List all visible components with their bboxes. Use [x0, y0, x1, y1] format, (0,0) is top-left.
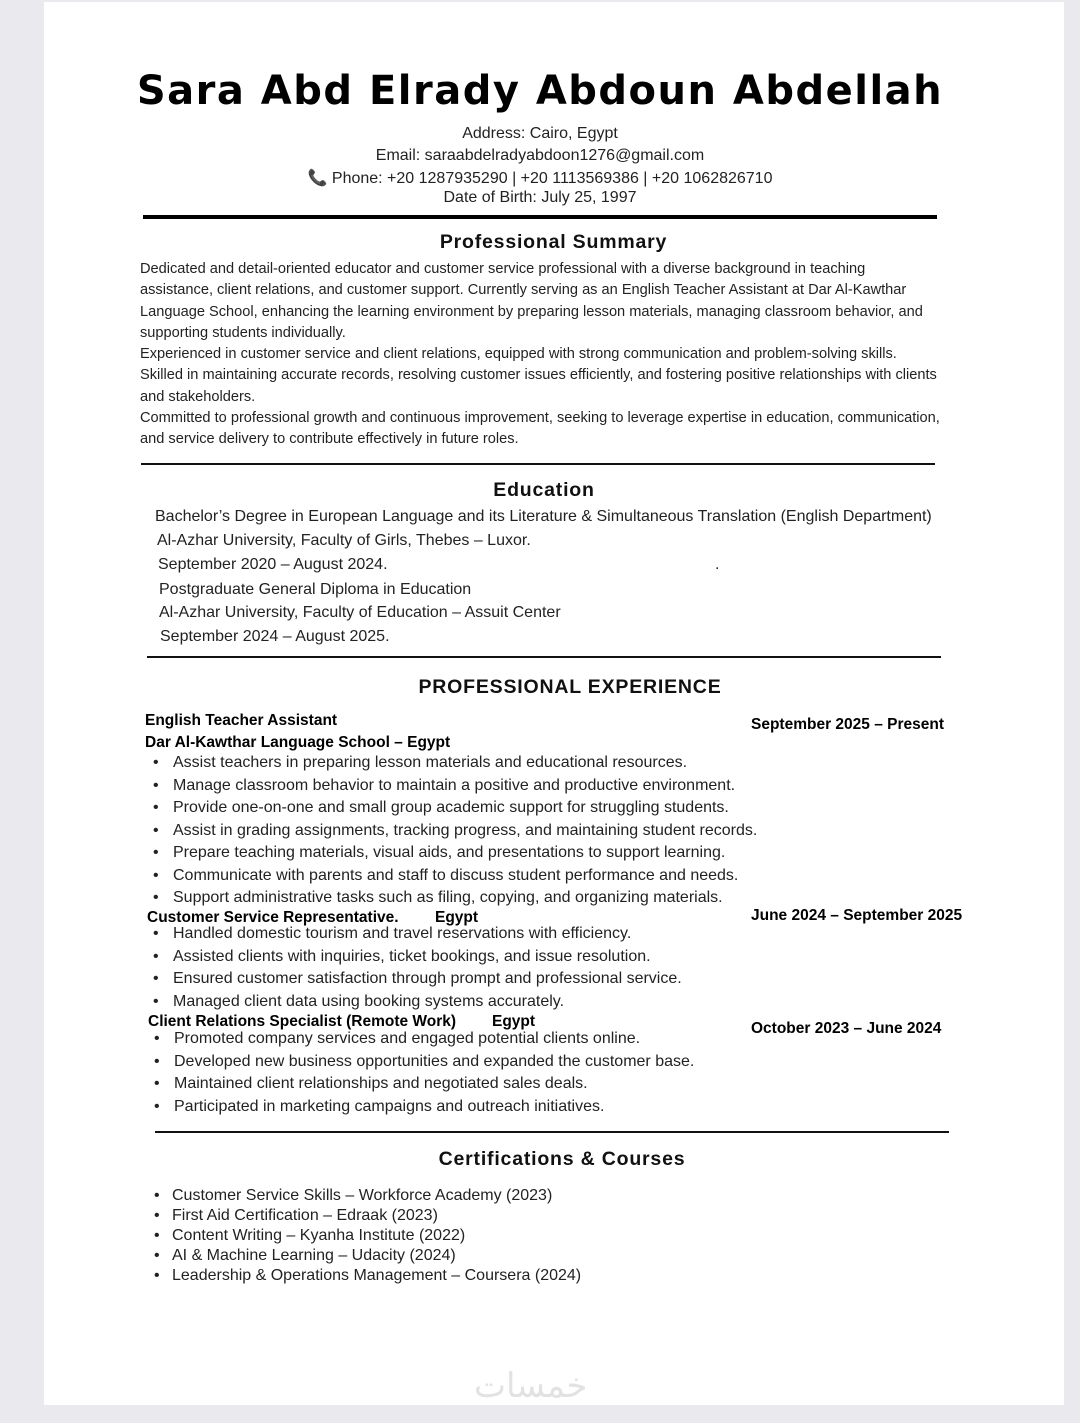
- job-location: Egypt: [435, 909, 479, 926]
- education-heading: Education: [493, 479, 595, 501]
- education-institution: Al-Azhar University, Faculty of Girls, Thebes – Luxor.: [157, 532, 531, 549]
- job-bullet: • Promoted company services and engaged potential clients online.: [174, 1030, 640, 1048]
- job-bullet: • Developed new business opportunities and expanded the customer base.: [174, 1053, 694, 1071]
- certification-item: • Customer Service Skills – Workforce Academy (2023): [172, 1187, 552, 1205]
- certification-item: • Leadership & Operations Management – Coursera (2024): [172, 1267, 581, 1285]
- job-bullet: • Provide one-on-one and small group academic support for struggling students.: [173, 799, 729, 817]
- summary-paragraph: Committed to professional growth and continuous improvement, seeking to leverage expertise in education, communication, and service delivery to contribute effectively in future roles.: [140, 410, 940, 448]
- header-divider: [143, 215, 937, 219]
- khamsat-watermark-logo: خمسات: [474, 1366, 588, 1406]
- job-dates: June 2024 – September 2025: [751, 907, 963, 924]
- job-bullet: • Prepare teaching materials, visual aids, and presentations to support learning.: [173, 844, 725, 862]
- job-bullet: • Support administrative tasks such as filing, copying, and organizing materials.: [173, 889, 723, 907]
- divider: [155, 1131, 949, 1133]
- phone-icon: 📞: [307, 170, 328, 187]
- certification-item: • Content Writing – Kyanha Institute (2022): [172, 1227, 465, 1245]
- job-title: English Teacher Assistant: [145, 712, 338, 729]
- job-bullet: • Assisted clients with inquiries, ticket bookings, and issue resolution.: [173, 948, 651, 966]
- education-dates: September 2024 – August 2025.: [160, 628, 390, 645]
- education-dates: September 2020 – August 2024.: [158, 556, 388, 573]
- job-bullet: • Maintained client relationships and negotiated sales deals.: [174, 1075, 588, 1093]
- summary-text: [140, 259, 940, 451]
- date-of-birth: Date of Birth: July 25, 1997: [443, 189, 637, 206]
- phone-line: [0, 168, 1080, 188]
- candidate-name: Sara Abd Elrady Abdoun Abdellah: [136, 68, 944, 114]
- job-organization: Dar Al-Kawthar Language School – Egypt: [145, 734, 451, 751]
- experience-heading: PROFESSIONAL EXPERIENCE: [418, 676, 722, 698]
- certifications-heading: Certifications & Courses: [438, 1148, 686, 1170]
- job-bullet: • Participated in marketing campaigns and outreach initiatives.: [174, 1098, 604, 1116]
- certification-item: • First Aid Certification – Edraak (2023): [172, 1207, 438, 1225]
- summary-paragraph: Experienced in customer service and client relations, equipped with strong communication and problem-solving skills. Skilled in maintaining accurate records, resolving customer issues efficiently, and fostering positive relationships with clients and stakeholders.: [140, 346, 937, 405]
- job-dates: October 2023 – June 2024: [751, 1020, 942, 1037]
- summary-heading: Professional Summary: [439, 231, 668, 253]
- divider: [141, 463, 935, 465]
- phone: Phone: +20 1287935290 | +20 1113569386 | +20 1062826710: [331, 170, 773, 187]
- job-bullet: • Managed client data using booking systems accurately.: [173, 993, 564, 1011]
- job-dates: September 2025 – Present: [751, 716, 944, 733]
- divider: [147, 656, 941, 658]
- summary-paragraph: Dedicated and detail-oriented educator and customer service professional with a diverse background in teaching assistance, client relations, and customer support. Currently serving as an English Teacher Assistant at Dar Al-Kawthar Language School, enhancing the learning environment by preparing lesson materials, managing classroom behavior, and supporting students individually.: [140, 261, 923, 341]
- education-degree: Bachelor’s Degree in European Language and its Literature & Simultaneous Translation (English Department): [155, 508, 932, 525]
- education-degree: Postgraduate General Diploma in Education: [159, 581, 472, 598]
- address: Address: Cairo, Egypt: [462, 125, 618, 142]
- education-institution: Al-Azhar University, Faculty of Education – Assuit Center: [159, 604, 561, 621]
- job-title: Customer Service Representative.: [147, 909, 399, 926]
- job-bullet: • Manage classroom behavior to maintain a positive and productive environment.: [173, 777, 735, 795]
- email: Email: saraabdelradyabdoon1276@gmail.com: [375, 147, 705, 164]
- job-title: Client Relations Specialist (Remote Work): [148, 1013, 457, 1030]
- certification-item: • AI & Machine Learning – Udacity (2024): [172, 1247, 456, 1265]
- job-bullet: • Communicate with parents and staff to discuss student performance and needs.: [173, 867, 738, 885]
- job-bullet: • Assist in grading assignments, tracking progress, and maintaining student records.: [173, 822, 757, 840]
- job-bullet: • Handled domestic tourism and travel reservations with efficiency.: [173, 925, 631, 943]
- job-bullet: • Ensured customer satisfaction through prompt and professional service.: [173, 970, 682, 988]
- job-location: Egypt: [492, 1013, 536, 1030]
- stray-dot: .: [715, 556, 720, 573]
- job-bullet: • Assist teachers in preparing lesson materials and educational resources.: [173, 754, 687, 772]
